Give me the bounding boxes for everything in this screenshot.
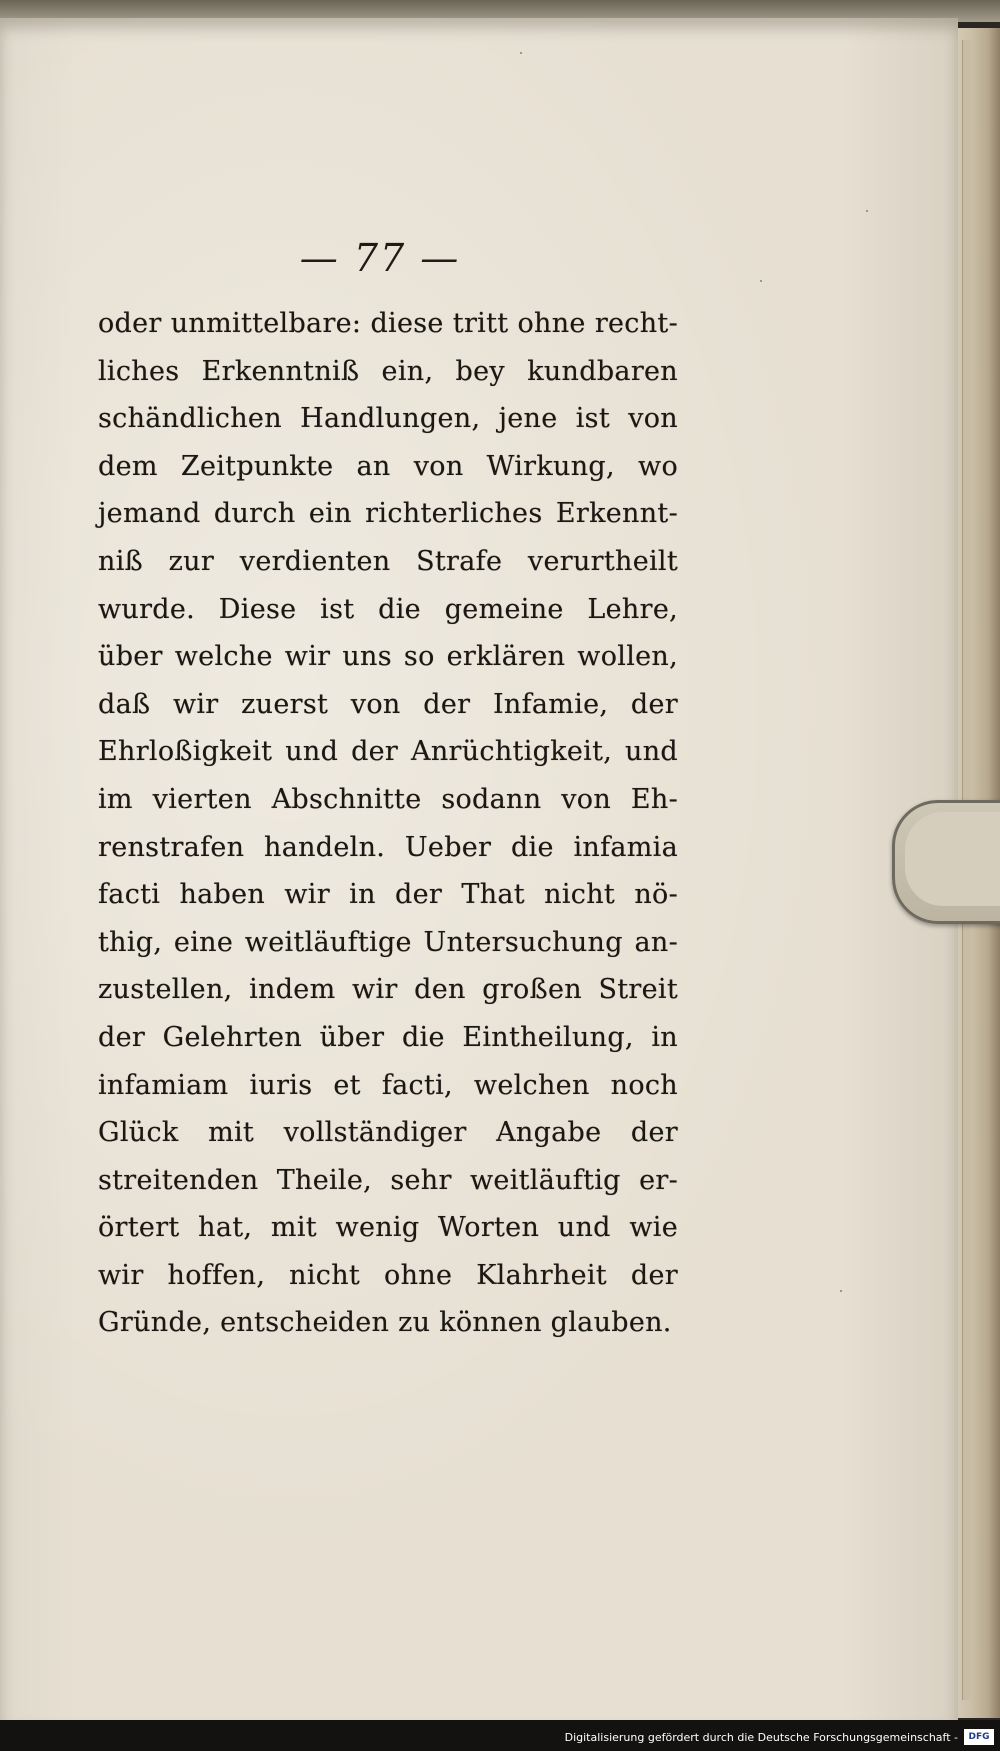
page-number: — 77 — [299,236,461,280]
text-line: örtert hat, mit wenig Worten und wie [98,1212,678,1244]
bookmark-clip-inner [905,812,1000,906]
text-line: dem Zeitpunkte an von Wirkung, wo [98,450,678,482]
text-line: thig, eine weitläuftige Untersuchung an- [98,926,678,958]
paper-speck [866,210,868,212]
text-line: der Gelehrten über die Eintheilung, in [98,1021,678,1053]
text-line: renstrafen handeln. Ueber die infamia [98,831,678,863]
text-line: schändlichen Handlungen, jene ist von [98,403,678,435]
text-line: wurde. Diese ist die gemeine Lehre, [98,593,678,625]
paper-speck [760,280,762,282]
paper-speck [520,52,522,54]
text-line: Gründe, entscheiden zu können glauben. [98,1307,672,1339]
text-line: daß wir zuerst von der Infamie, der [98,688,678,720]
paper-speck [840,1290,842,1292]
text-line: infamiam iuris et facti, welchen noch [98,1069,678,1101]
text-line: im vierten Abschnitte sodann von Eh- [98,783,678,815]
text-line: Ehrloßigkeit und der Anrüchtigkeit, und [98,736,678,768]
digitization-credit: Digitalisierung gefördert durch die Deutsche Forschungsgemeinschaft - [564,1731,958,1744]
text-line: zustellen, indem wir den großen Streit [98,974,678,1006]
body-text [98,300,678,1347]
text-line: wir hoffen, nicht ohne Klahrheit der [98,1259,678,1291]
text-line: oder unmittelbare: diese tritt ohne recht- [98,308,678,339]
text-line: Glück mit vollständiger Angabe der [98,1117,678,1149]
text-line: niß zur verdienten Strafe verurtheilt [98,545,678,577]
text-line: streitenden Theile, sehr weitläuftig er- [98,1164,678,1196]
text-line: jemand durch ein richterliches Erkennt- [98,498,678,530]
dfg-logo: DFG [964,1729,994,1745]
text-line: facti haben wir in der That nicht nö- [98,879,678,911]
text-line: liches Erkenntniß ein, bey kundbaren [98,355,678,387]
text-line: über welche wir uns so erklären wollen, [98,641,678,673]
